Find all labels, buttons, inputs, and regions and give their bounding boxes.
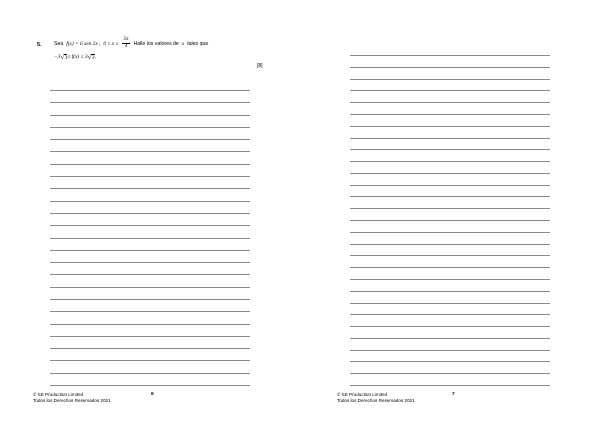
answer-line[interactable] [50, 287, 250, 288]
answer-line[interactable] [50, 225, 250, 226]
sqrt-right: √3 [87, 53, 95, 61]
answer-line[interactable] [50, 336, 250, 337]
answer-line[interactable] [50, 176, 250, 177]
answer-line[interactable] [350, 244, 550, 245]
domain-left: 0 ≤ x ≤ [103, 40, 119, 47]
answer-line[interactable] [350, 326, 550, 327]
answer-line[interactable] [350, 303, 550, 304]
answer-line[interactable] [350, 102, 550, 103]
answer-line[interactable] [350, 208, 550, 209]
answer-line[interactable] [350, 385, 550, 386]
fraction-denominator: 4 [124, 44, 128, 49]
answer-line[interactable] [350, 338, 550, 339]
function-definition: f(x) = 6 sen 2x , [66, 40, 101, 47]
answer-line[interactable] [350, 161, 550, 162]
answer-line[interactable] [350, 173, 550, 174]
answer-line[interactable] [350, 126, 550, 127]
sqrt-left-radicand: 3 [64, 55, 68, 61]
answer-line[interactable] [350, 149, 550, 150]
footer-copyright: © SE Production Limited [33, 392, 84, 397]
answer-line[interactable] [350, 267, 550, 268]
answer-line[interactable] [50, 250, 250, 251]
answer-line[interactable] [350, 138, 550, 139]
answer-line[interactable] [350, 291, 550, 292]
sqrt-left: √3 [60, 53, 68, 61]
answer-line[interactable] [50, 115, 250, 116]
answer-line[interactable] [350, 90, 550, 91]
footer-left [33, 392, 111, 404]
question-instruction-end: tales que [187, 40, 209, 47]
question-number: 5. [37, 42, 42, 48]
page-number: 6 [151, 392, 154, 397]
answer-line[interactable] [50, 348, 250, 349]
answer-line[interactable] [50, 90, 250, 91]
answer-line[interactable] [350, 255, 550, 256]
answer-line[interactable] [50, 262, 250, 263]
answer-line[interactable] [350, 67, 550, 68]
answer-line[interactable] [350, 55, 550, 56]
fraction-numerator: 5π [123, 37, 129, 42]
domain-fraction [122, 37, 129, 50]
answer-lines-left[interactable] [50, 90, 250, 385]
answer-line[interactable] [50, 213, 250, 214]
question-text-line-1 [54, 37, 208, 50]
answer-line[interactable] [50, 238, 250, 239]
answer-line[interactable] [50, 127, 250, 128]
answer-line[interactable] [50, 274, 250, 275]
inequality-middle: ≤ f(x) ≤ 3 [67, 54, 88, 60]
answer-line[interactable] [350, 79, 550, 80]
answer-line[interactable] [50, 385, 250, 386]
answer-line[interactable] [350, 279, 550, 280]
answer-line[interactable] [350, 373, 550, 374]
footer-rights: Todos los Derechos Reservados 2021 [33, 398, 111, 403]
answer-line[interactable] [350, 232, 550, 233]
answer-line[interactable] [50, 201, 250, 202]
answer-line[interactable] [350, 196, 550, 197]
answer-line[interactable] [50, 373, 250, 374]
answer-line[interactable] [50, 188, 250, 189]
answer-line[interactable] [50, 139, 250, 140]
question-text-line-2 [54, 53, 96, 61]
answer-line[interactable] [50, 164, 250, 165]
question-instruction: Halle los valores de [133, 40, 179, 47]
marks-label: [8] [257, 63, 263, 69]
footer-rights: Todos los Derechos Reservados 2021 [337, 398, 415, 403]
page-number: 7 [452, 392, 455, 397]
answer-line[interactable] [50, 360, 250, 361]
question-intro: Sea [54, 40, 64, 47]
inequality-end: . [94, 54, 97, 60]
variable-x: x [181, 40, 185, 47]
answer-line[interactable] [350, 361, 550, 362]
inequality-prefix: −3 [54, 54, 61, 60]
answer-line[interactable] [50, 151, 250, 152]
answer-line[interactable] [50, 311, 250, 312]
answer-line[interactable] [350, 350, 550, 351]
answer-line[interactable] [350, 220, 550, 221]
answer-lines-right[interactable] [350, 55, 550, 385]
sqrt-right-radicand: 3 [91, 55, 95, 61]
answer-line[interactable] [350, 185, 550, 186]
footer-copyright: © SE Production Limited [337, 392, 388, 397]
answer-line[interactable] [350, 114, 550, 115]
answer-line[interactable] [50, 324, 250, 325]
answer-line[interactable] [350, 314, 550, 315]
right-page [300, 0, 600, 424]
answer-line[interactable] [50, 102, 250, 103]
footer-right [337, 392, 415, 404]
answer-line[interactable] [50, 299, 250, 300]
